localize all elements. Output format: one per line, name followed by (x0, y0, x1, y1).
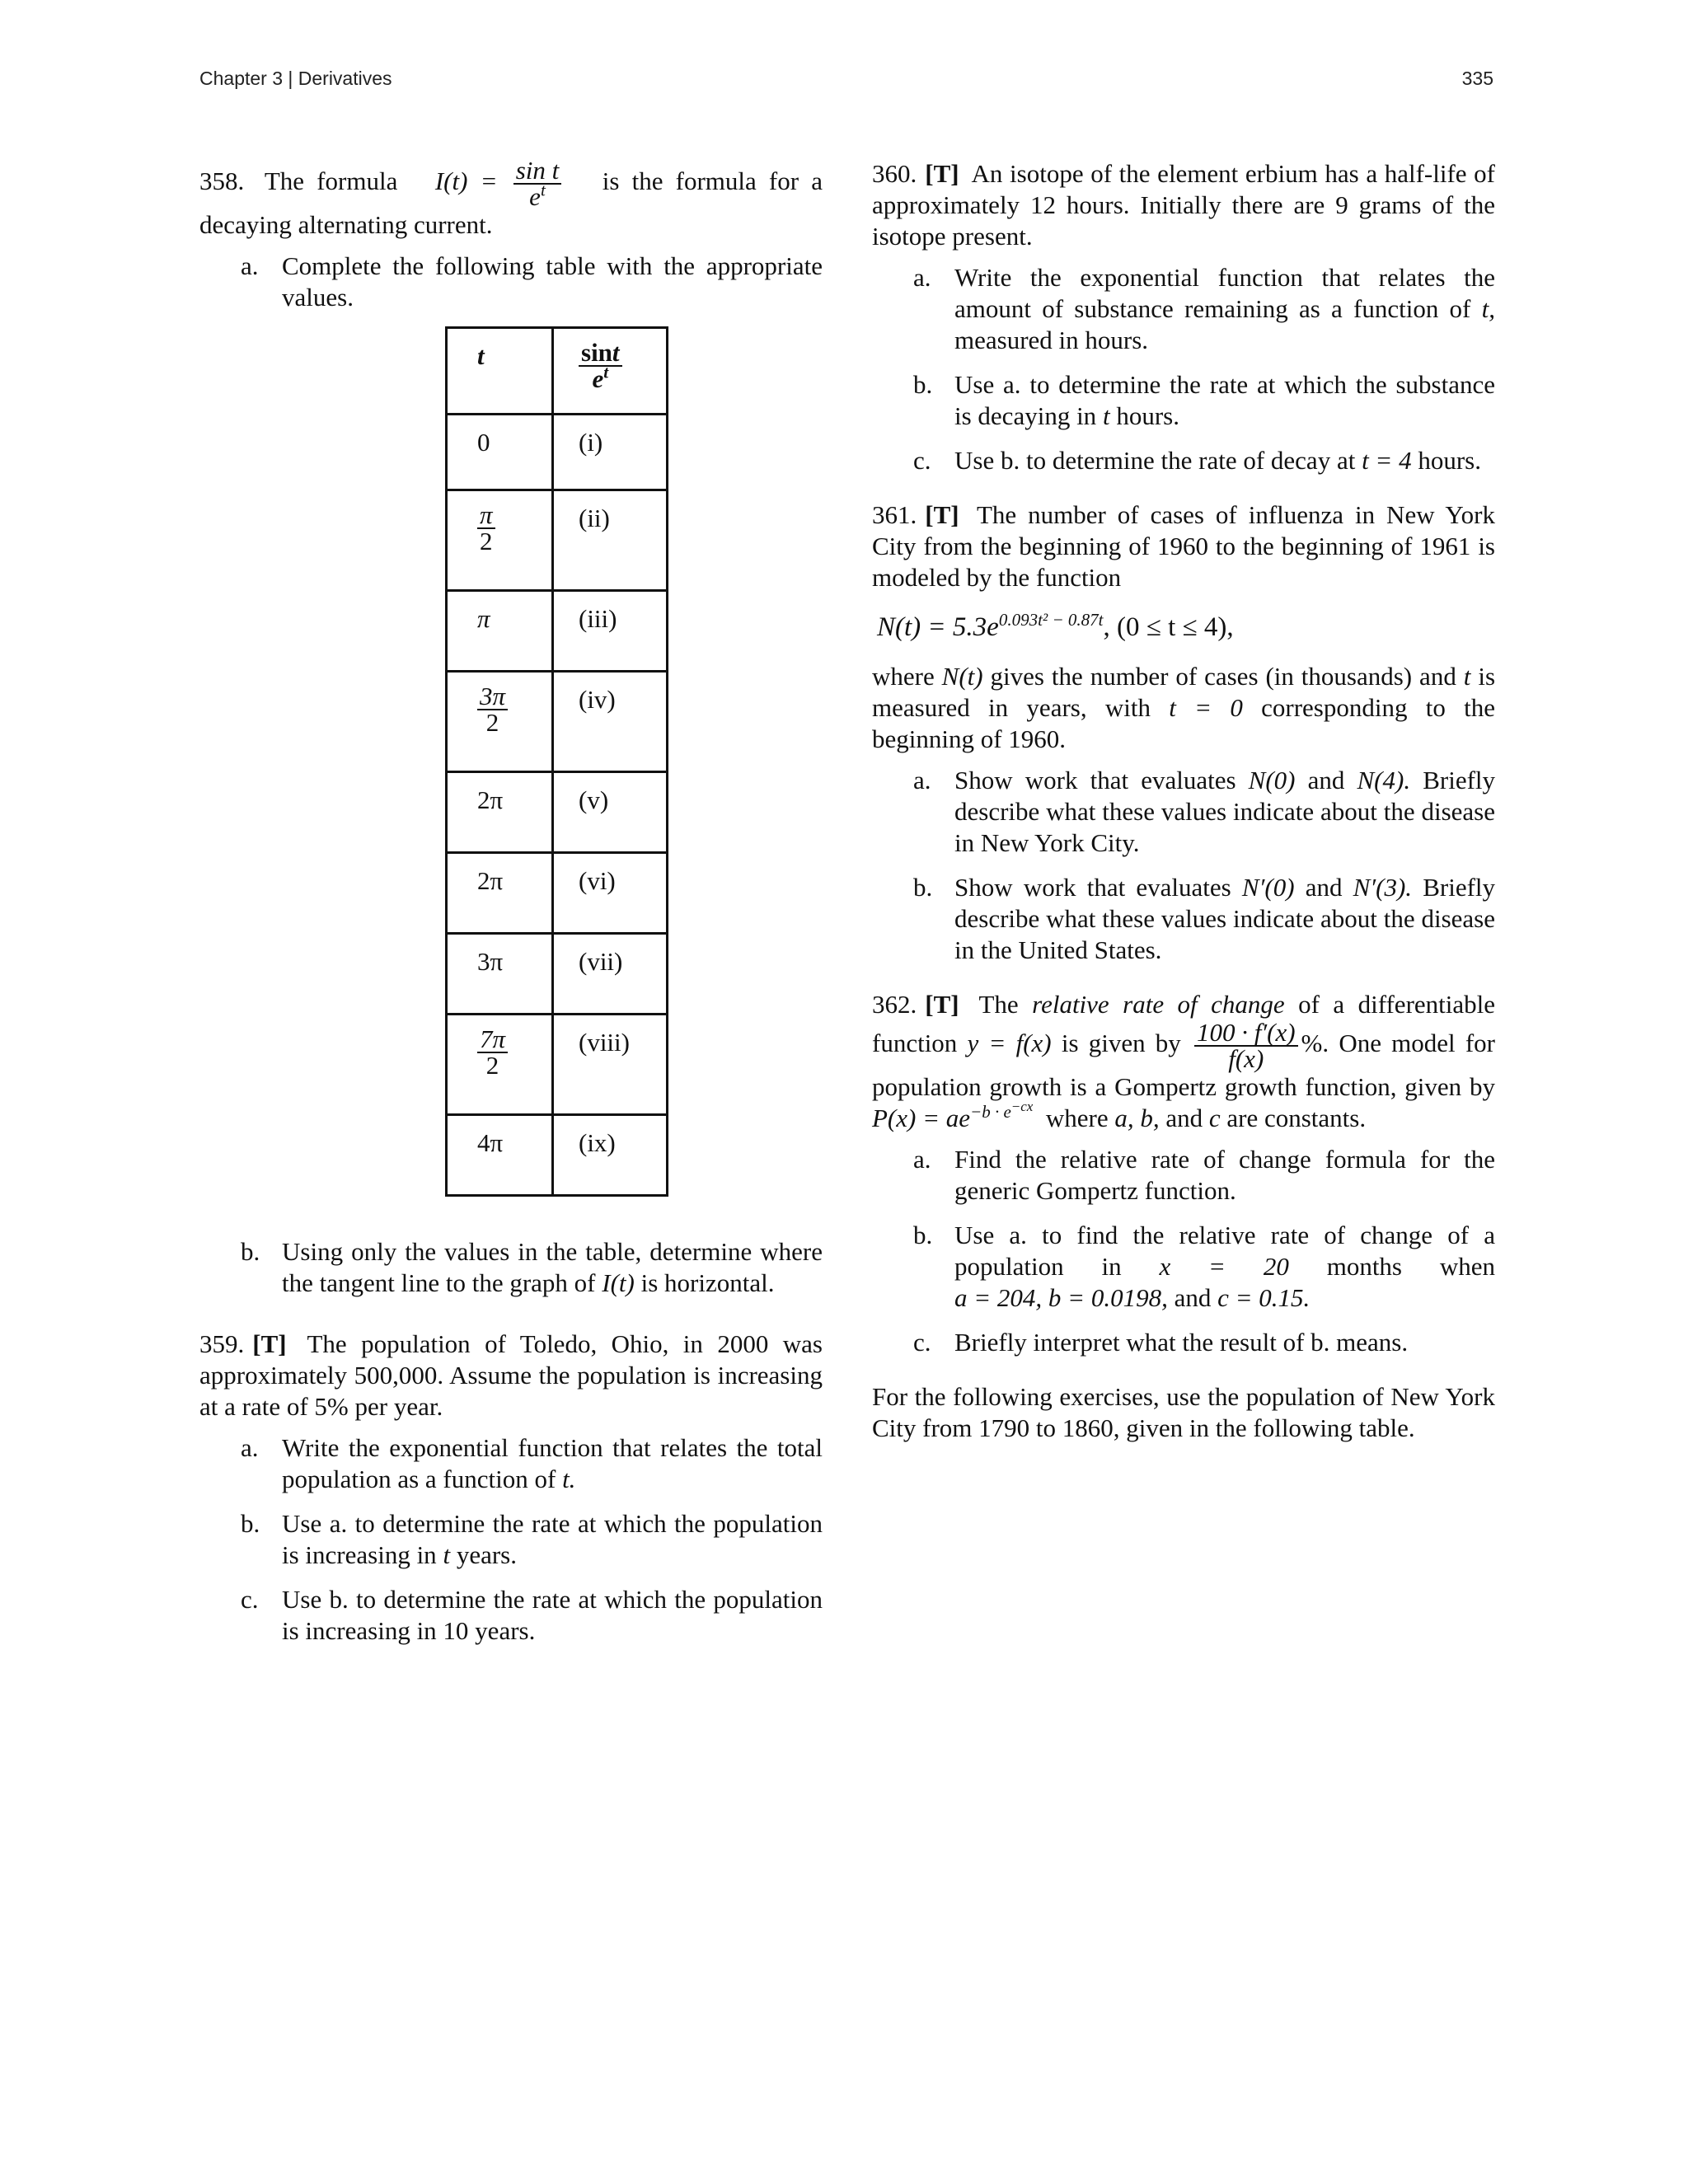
table-row (447, 772, 668, 853)
right-column (872, 158, 1495, 1467)
page-number: 335 (1461, 68, 1493, 89)
left-column (199, 158, 823, 1670)
table-cell-value: (v) (553, 772, 668, 853)
inline-math: t. (562, 1465, 576, 1493)
table-cell-value: (iii) (553, 591, 668, 672)
sub-question-letter: b. (913, 1221, 933, 1249)
table-cell-value: (ix) (553, 1115, 668, 1196)
sub-question-list (872, 765, 1495, 966)
table-row (447, 490, 668, 591)
technology-tag: [T] (925, 500, 959, 529)
exercise-number: 359. (199, 1329, 245, 1358)
sub-question-text: hours. (1116, 401, 1179, 430)
table-cell-t: 3π (447, 934, 553, 1015)
table-header-value: $\frac{\sin t}{e^t}$ (553, 328, 668, 415)
technology-tag: [T] (252, 1329, 287, 1358)
sub-question-text: Complete the following table with the appropriate values. (282, 251, 823, 312)
sub-question-letter: c. (241, 1585, 259, 1614)
sub-question-list (872, 1144, 1495, 1358)
table-cell-t: $\frac{\pi}{2}$ (447, 490, 553, 591)
sub-question-a (872, 262, 1495, 356)
table-cell-value: (viii) (553, 1015, 668, 1115)
table-cell-t: 2π (447, 772, 553, 853)
closing-instructions: For the following exercises, use the population of New York City from 1790 to 1860, given in the following table. (872, 1382, 1495, 1442)
sub-question-c (199, 1584, 823, 1647)
sub-question-b (199, 1508, 823, 1571)
table-header-t: t (447, 328, 553, 415)
relative-rate-fraction: $\frac{100 \cdot f'(x)}{f(x)}$ (1194, 1020, 1298, 1071)
sub-question-a (199, 1432, 823, 1495)
inline-math: t = 4 (1362, 446, 1412, 475)
sub-question-text: Using only the values in the table, determine where the tangent line to the graph of (282, 1237, 823, 1297)
formula-denominator: $e^t$ (529, 180, 546, 211)
sub-question-text: years. (456, 1540, 517, 1569)
sub-question-text: Use b. to determine the rate of decay at (954, 446, 1356, 475)
sub-question-text: Use a. to determine the rate at which the population is increasing in (282, 1509, 823, 1569)
sub-question-b: b. Show work that evaluates N′(0) and N′(3). Briefly describe what these values indicate about the disease in the United States. (913, 873, 1496, 964)
exercise-lead: The formula (264, 166, 398, 196)
table-row (447, 1015, 668, 1115)
exercise-360 (872, 158, 1495, 476)
sub-question-text: Write the exponential function that relates the amount of substance remaining as a function of (954, 263, 1495, 323)
table-cell-value: (vii) (553, 934, 668, 1015)
table-row (447, 672, 668, 772)
sub-question-list (872, 262, 1495, 476)
sub-question-a: a. Find the relative rate of change formula for the generic Gompertz function. (913, 1145, 1495, 1205)
defined-term: relative rate of change (1032, 990, 1285, 1019)
sub-question-letter: a. (913, 263, 931, 292)
sub-question-b: b. Use a. to find the relative rate of change of a population in x = 20 months when a = 204, b = 0.0198, and c = 0.15. (913, 1221, 1495, 1312)
inline-math: I(t) (602, 1268, 635, 1297)
sub-question-letter: a. (241, 1433, 259, 1462)
table-row (447, 415, 668, 490)
sub-question-letter: b. (241, 1237, 260, 1266)
sub-question-text: Use b. to determine the rate at which the population is increasing in 10 years. (282, 1585, 823, 1645)
exercise-number: 358. (199, 166, 245, 196)
sub-question-letter: b. (913, 370, 933, 399)
inline-math: t (1102, 401, 1110, 430)
table-cell-t: 4π (447, 1115, 553, 1196)
table-row (447, 934, 668, 1015)
table-cell-value: (iv) (553, 672, 668, 772)
exercise-number: 362. (872, 990, 917, 1019)
equation-explanation: where N(t) gives the number of cases (in thousands) and t is measured in years, with t = 0 corresponding to the beginning of 1960. (872, 662, 1496, 753)
table-cell-t: $\frac{3\pi}{2}$ (447, 672, 553, 772)
exercise-text: is the formula for a decaying alternating current. (199, 166, 823, 239)
exercise-text: The number of cases of influenza in New York City from the beginning of 1960 to the beginning of 1961 is modeled by the function (872, 500, 1495, 592)
exercise-number: 361. (872, 500, 917, 529)
table-cell-value: (i) (553, 415, 668, 490)
inline-math: t (443, 1540, 451, 1569)
table-cell-t: $\frac{7\pi}{2}$ (447, 1015, 553, 1115)
sub-question-text: measured in hours. (954, 326, 1149, 354)
exercise-text: An isotope of the element erbium has a half-life of approximately 12 hours. Initially there are 9 grams of the isotope present. (872, 159, 1495, 251)
formula-lhs: I(t) = (434, 166, 498, 196)
technology-tag: [T] (925, 990, 959, 1019)
sub-question-a: a. Show work that evaluates N(0) and N(4). Briefly describe what these values indicate about the disease in New York City. (913, 766, 1496, 857)
exercise-text: The population of Toledo, Ohio, in 2000 was approximately 500,000. Assume the population is increasing at a rate of 5% per year. (199, 1329, 823, 1421)
sub-question-list (199, 1236, 823, 1299)
table-cell-t: 0 (447, 415, 553, 490)
exercise-361 (872, 499, 1495, 966)
formula-numerator: sin t (513, 158, 562, 185)
table-cell-t: π (447, 591, 553, 672)
table-row (447, 853, 668, 934)
exercise-359 (199, 1329, 823, 1647)
technology-tag: [T] (925, 159, 959, 188)
sub-question-a (199, 251, 823, 313)
sub-question-letter: a. (913, 1145, 931, 1174)
table-cell-value: (ii) (553, 490, 668, 591)
sub-question-list (199, 251, 823, 313)
table-header-row (447, 328, 668, 415)
gompertz-function: $P(x) = ae^{-b \cdot e^{-cx}}$ (872, 1098, 1034, 1132)
sub-question-letter: b. (241, 1509, 260, 1538)
influenza-model-equation: $N(t) = 5.3e^{0.093t^2 - 0.87t}$, (0 ≤ t ≤ 4), (877, 610, 1234, 642)
table-cell-value: (vi) (553, 853, 668, 934)
formula-fraction (513, 158, 562, 209)
sub-question-text: Write the exponential function that relates the total population as a function of (282, 1433, 823, 1493)
sub-question-letter: c. (913, 446, 931, 475)
table-cell-t: 2π (447, 853, 553, 934)
sub-question-list (199, 1432, 823, 1647)
exercise-362: 362. [T] The relative rate of change of a differentiable function y = f(x) is given by $\frac{100 \cdot f'(x)}{f(x)}$ %. One model for population growth is a Gompertz growth function, given by $P(x) = ae^{-b \cdot e^{-cx}}$ where a, b, and c are constants. a. Find the relative rate of change formula for the generic Gompertz function. b. Use a. to find the relative rate of change of a population in x = 20 months when a = 204, b = 0.0198, and c = 0.15. c. Briefly interpret what the result of b. means. (872, 990, 1496, 1357)
sub-question-b (199, 1236, 823, 1299)
running-head-chapter: Chapter 3 | Derivatives (199, 68, 392, 89)
sub-question-c (872, 445, 1495, 476)
sub-question-letter: a. (913, 766, 931, 794)
sub-question-letter: b. (913, 873, 933, 902)
table-row (447, 1115, 668, 1196)
sub-question-text: is horizontal. (640, 1268, 775, 1297)
table-row (447, 591, 668, 672)
sub-question-letter: c. (913, 1328, 931, 1357)
sub-question-b (872, 369, 1495, 432)
exercise-number: 360. (872, 159, 917, 188)
inline-math: t, (1481, 294, 1495, 323)
exercise-358 (199, 158, 823, 1299)
sub-question-text: Use a. to determine the rate at which the substance is decaying in (954, 370, 1495, 430)
sub-question-c: c. Briefly interpret what the result of b. means. (913, 1328, 1409, 1357)
values-table (445, 326, 668, 1197)
sub-question-text: hours. (1418, 446, 1481, 475)
sub-question-letter: a. (241, 251, 259, 280)
